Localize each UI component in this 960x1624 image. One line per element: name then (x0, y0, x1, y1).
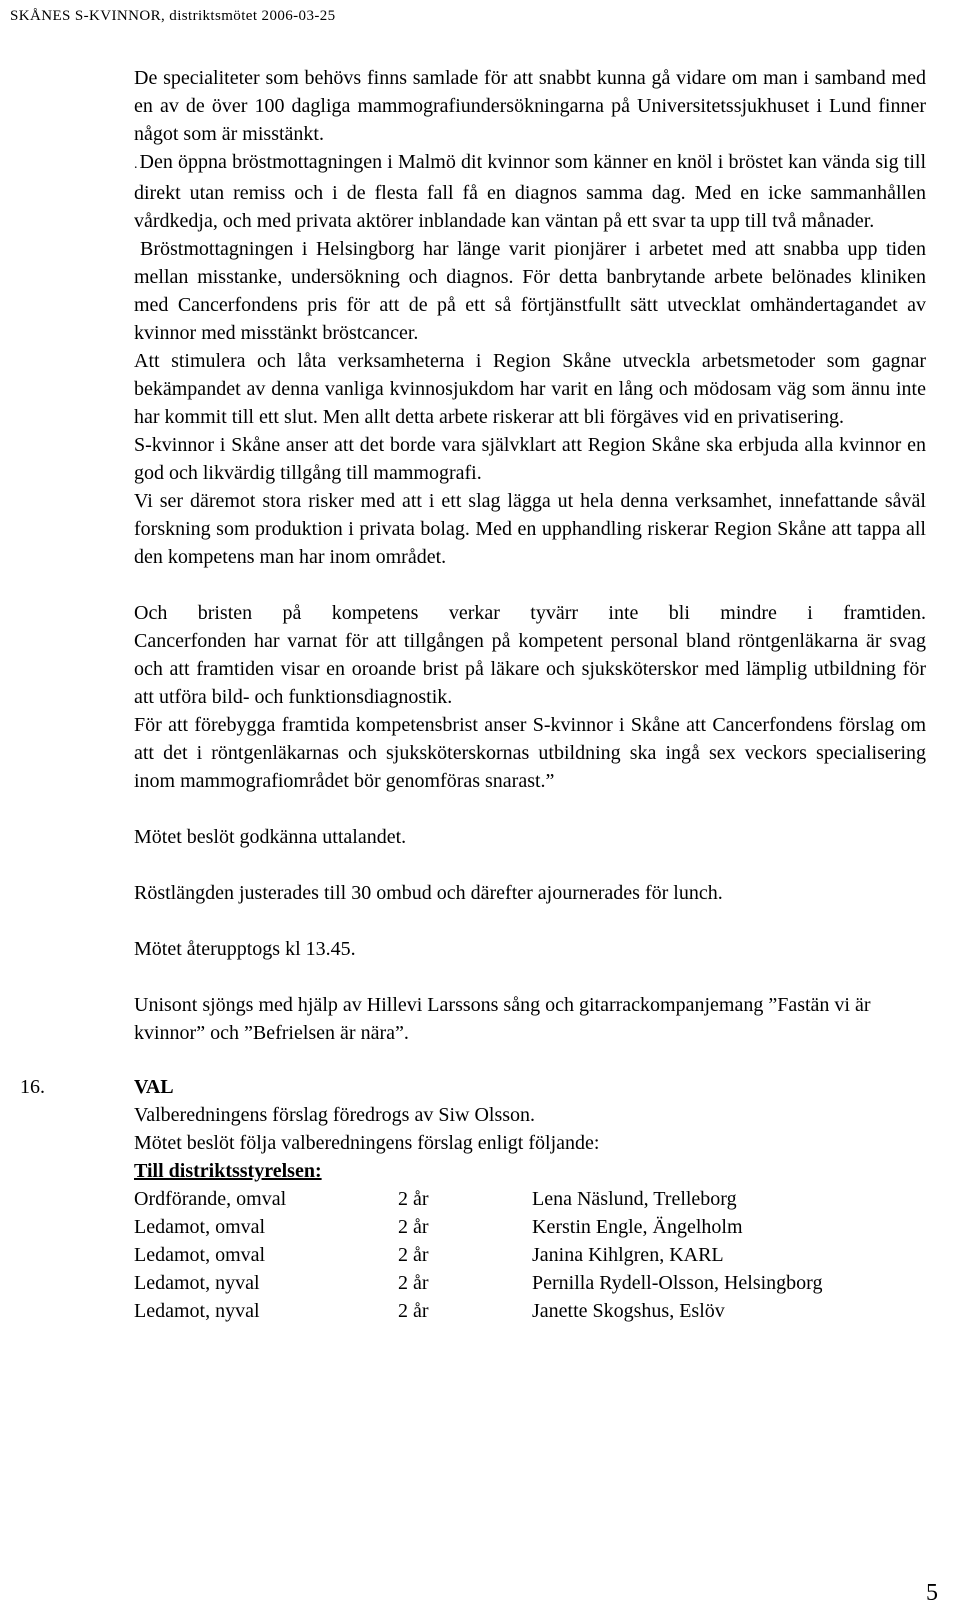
section-title: VAL (134, 1076, 174, 1098)
board-role: Ordförande, omval (134, 1188, 287, 1210)
section-line: Valberedningens förslag föredrogs av Siw Olsson. (134, 1104, 536, 1126)
board-term: 2 år (398, 1188, 429, 1210)
board-role: Ledamot, nyval (134, 1300, 260, 1322)
document-body (134, 64, 926, 1325)
board-row (134, 1241, 926, 1269)
board-term: 2 år (398, 1272, 429, 1294)
running-header: SKÅNES S-KVINNOR, distriktsmötet 2006-03-25 (10, 8, 336, 24)
paragraph: För att förebygga framtida kompetensbrist anser S-kvinnor i Skåne att Cancerfondens förslag om att det i röntgenläkarnas och sjuksköterskornas utbildning ska ingå sex veckors specialisering inom mammografiområdet bör genomföras snarast.” (134, 714, 926, 792)
paragraph: Röstlängden justerades till 30 ombud och därefter ajournerades för lunch. (134, 882, 723, 904)
paragraph: Vi ser däremot stora risker med att i ett slag lägga ut hela denna verksamhet, innefattande såväl forskning som produktion i privata bolag. Med en upphandling riskerar Region Skåne att tappa all den kompetens man har inom området. (134, 490, 926, 568)
board-name: Janette Skogshus, Eslöv (532, 1300, 725, 1322)
board-term: 2 år (398, 1216, 429, 1238)
election-section (134, 1073, 926, 1325)
board-row (134, 1185, 926, 1213)
board-role: Ledamot, omval (134, 1216, 266, 1238)
paragraph: S-kvinnor i Skåne anser att det borde vara självklart att Region Skåne ska erbjuda alla kvinnor en god och likvärdig tillgång till mammografi. (134, 434, 926, 484)
section-line: Mötet beslöt följa valberedningens förslag enligt följande: (134, 1132, 600, 1154)
paragraph: De specialiteter som behövs finns samlade för att snabbt kunna gå vidare om man i samband med en av de över 100 dagliga mammografiundersökningarna på Universitetssjukhuset i Lund finner något som är misstänkt. (134, 67, 926, 145)
board-name: Kerstin Engle, Ängelholm (532, 1216, 743, 1238)
board-term: 2 år (398, 1244, 429, 1266)
page-number: 5 (926, 1580, 938, 1606)
board-row (134, 1297, 926, 1325)
paragraph: Bröstmottagningen i Helsingborg har länge varit pionjärer i arbetet med att snabba upp tiden mellan misstanke, undersökning och diagnos. För detta banbrytande arbete belönades kliniken med Cancerfondens pris för att de på ett så förtjänstfullt sätt utvecklat omhändertagandet av kvinnor med misstänkt bröstcancer. (134, 238, 926, 344)
board-name: Pernilla Rydell-Olsson, Helsingborg (532, 1272, 823, 1294)
section-number: 16. (20, 1076, 45, 1098)
board-role: Ledamot, nyval (134, 1272, 260, 1294)
paragraph: Mötet beslöt godkänna uttalandet. (134, 826, 407, 848)
board-row (134, 1213, 926, 1241)
paragraph: Mötet återupptogs kl 13.45. (134, 938, 356, 960)
board-name: Lena Näslund, Trelleborg (532, 1188, 737, 1210)
paragraph: Och bristen på kompetens verkar tyvärr inte bli mindre i framtiden. (134, 602, 926, 624)
paragraph: Att stimulera och låta verksamheterna i Region Skåne utveckla arbetsmetoder som gagnar bekämpandet av denna vanliga kvinnosjukdom har varit en lång och mödosam väg som ännu inte har kommit till ett slut. Men allt detta arbete riskerar att bli förgäves vid en privatisering. (134, 350, 926, 428)
paragraph: Unisont sjöngs med hjälp av Hillevi Larssons sång och gitarrackompanjemang ”Fastän vi är kvinnor” och ”Befrielsen är nära”. (134, 994, 871, 1044)
board-table (134, 1185, 926, 1325)
paragraph: Cancerfonden har varnat för att tillgången på kompetent personal bland röntgenläkarna är svag och att framtiden visar en oroande brist på läkare och sjuksköterskor med lämplig utbildning för att utföra bild- och funktionsdiagnostik. (134, 630, 926, 708)
board-name: Janina Kihlgren, KARL (532, 1244, 724, 1266)
paragraph: . Den öppna bröstmottagningen i Malmö dit kvinnor som känner en knöl i bröstet kan vända sig till direkt utan remiss och i de flesta fall få en diagnos samma dag. Med en icke sammanhållen vårdkedja, och med privata aktörer inblandade kan väntan på ett svar ta upp till två månader. (134, 151, 926, 232)
stray-dot: . (134, 157, 138, 172)
board-row (134, 1269, 926, 1297)
board-role: Ledamot, omval (134, 1244, 266, 1266)
board-term: 2 år (398, 1300, 429, 1322)
board-heading: Till distriktsstyrelsen: (134, 1160, 322, 1182)
